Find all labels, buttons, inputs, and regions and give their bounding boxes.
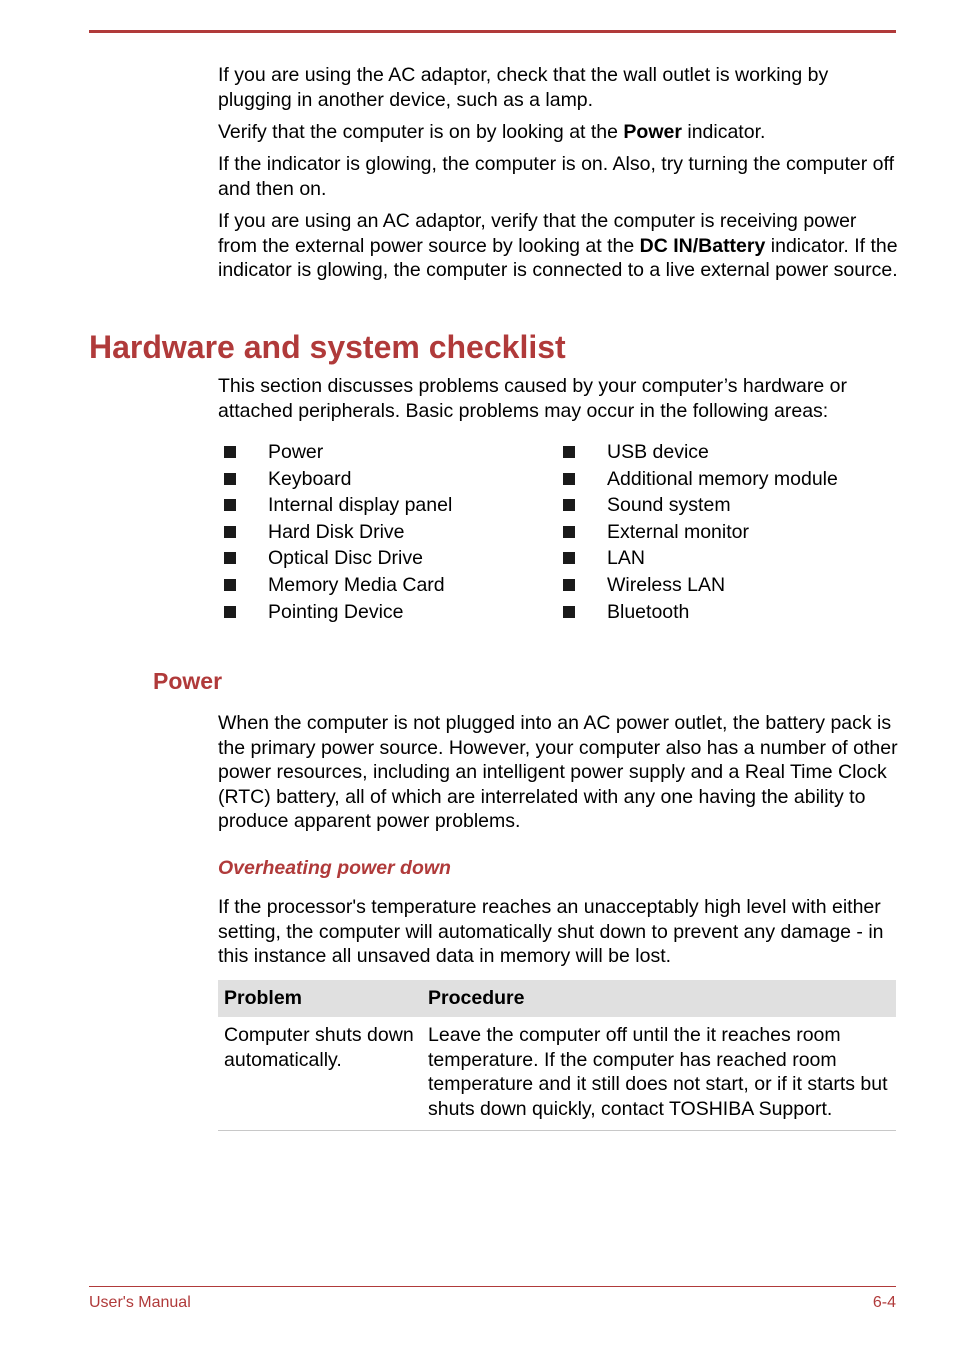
list-item <box>224 439 544 466</box>
problem-procedure-table <box>218 980 896 1131</box>
intro-paragraph-1: If you are using the AC adaptor, check that the wall outlet is working by plugging in another device, such as a lamp. <box>218 64 829 111</box>
bullet-square-icon <box>224 579 236 591</box>
bullet-square-icon <box>563 446 575 458</box>
footer-manual-title: User's Manual <box>89 1294 191 1311</box>
list-item <box>224 466 544 493</box>
list-item-label: Bluetooth <box>607 600 690 623</box>
power-heading: Power <box>153 668 223 694</box>
list-item <box>563 492 903 519</box>
table-header-procedure: Procedure <box>422 980 896 1017</box>
list-item <box>563 466 903 493</box>
areas-list-left <box>224 439 544 625</box>
overheating-paragraph: If the processor's temperature reaches an unacceptably high level with either setting, the computer will automatically shut down to prevent any damage - in this instance all unsaved data in memory will be lost. <box>218 896 884 967</box>
bullet-square-icon <box>224 526 236 538</box>
table-header-row <box>218 980 896 1017</box>
list-item <box>563 545 903 572</box>
power-indicator-term: Power <box>623 121 682 143</box>
bullet-square-icon <box>563 526 575 538</box>
table-cell-procedure: Leave the computer off until the it reaches room temperature. If the computer has reached room temperature and it still does not start, or if it starts but shuts down quickly, contact TOSHIBA Support. <box>422 1017 896 1131</box>
bullet-square-icon <box>563 499 575 511</box>
table-cell-problem: Computer shuts down automatically. <box>218 1017 422 1131</box>
list-item <box>224 519 544 546</box>
bullet-square-icon <box>563 473 575 485</box>
bullet-square-icon <box>224 446 236 458</box>
intro-paragraph-2 <box>218 120 898 145</box>
intro-p4-text-start: If you are using an AC adaptor, verify that the computer is receiving power from the external power source by looking at the <box>218 210 857 257</box>
list-item-label: Keyboard <box>268 467 352 490</box>
list-item-label: Wireless LAN <box>607 573 726 596</box>
list-item-label: Additional memory module <box>607 467 838 490</box>
list-item-label: Memory Media Card <box>268 573 445 596</box>
intro-paragraph-4 <box>218 209 898 283</box>
overheating-heading: Overheating power down <box>218 857 451 879</box>
table-row <box>218 1017 896 1131</box>
intro-p2-text-start: Verify that the computer is on by looking at the <box>218 121 624 143</box>
bullet-square-icon <box>563 606 575 618</box>
list-item <box>563 572 903 599</box>
list-item-label: Internal display panel <box>268 494 453 517</box>
list-item-label: USB device <box>607 441 709 463</box>
bullet-square-icon <box>563 579 575 591</box>
list-item <box>563 599 903 626</box>
footer-rule <box>89 1286 896 1287</box>
bullet-square-icon <box>224 473 236 485</box>
bullet-square-icon <box>563 552 575 564</box>
bullet-square-icon <box>224 499 236 511</box>
intro-p2-text-end: indicator. <box>681 121 766 143</box>
list-item-label: Hard Disk Drive <box>268 520 405 543</box>
list-item <box>224 572 544 599</box>
areas-list-right <box>563 439 903 625</box>
list-item-label: External monitor <box>607 520 749 543</box>
list-item-label: Power <box>268 441 324 463</box>
list-item-label: LAN <box>607 547 645 570</box>
page-number: 6-4 <box>872 1294 896 1311</box>
bullet-square-icon <box>224 552 236 564</box>
dc-in-battery-term: DC IN/Battery <box>639 234 766 257</box>
table-header-problem: Problem <box>218 980 422 1017</box>
list-item-label: Sound system <box>607 494 731 517</box>
power-paragraph: When the computer is not plugged into an AC power outlet, the battery pack is the primary power source. However, your computer also has a number of other power resources, including an intelligent power supply and a Real Time Clock (RTC) battery, all of which are interrelated with any one having the ability to produce apparent power problems. <box>218 712 898 832</box>
intro-p4-text-end: indicator. If the indicator is glowing, the computer is connected to a live external power source. <box>218 234 898 281</box>
header-rule <box>89 30 896 33</box>
list-item <box>224 599 544 626</box>
list-item <box>563 519 903 546</box>
list-item <box>224 492 544 519</box>
section-intro: This section discusses problems caused by your computer’s hardware or attached peripherals. Basic problems may occur in the following areas: <box>218 375 847 422</box>
list-item-label: Pointing Device <box>268 600 404 623</box>
intro-paragraph-3: If the indicator is glowing, the computer is on. Also, try turning the computer off and then on. <box>218 153 894 200</box>
section-title: Hardware and system checklist <box>89 329 566 365</box>
list-item-label: Optical Disc Drive <box>268 547 423 570</box>
list-item <box>563 439 903 466</box>
bullet-square-icon <box>224 606 236 618</box>
list-item <box>224 545 544 572</box>
